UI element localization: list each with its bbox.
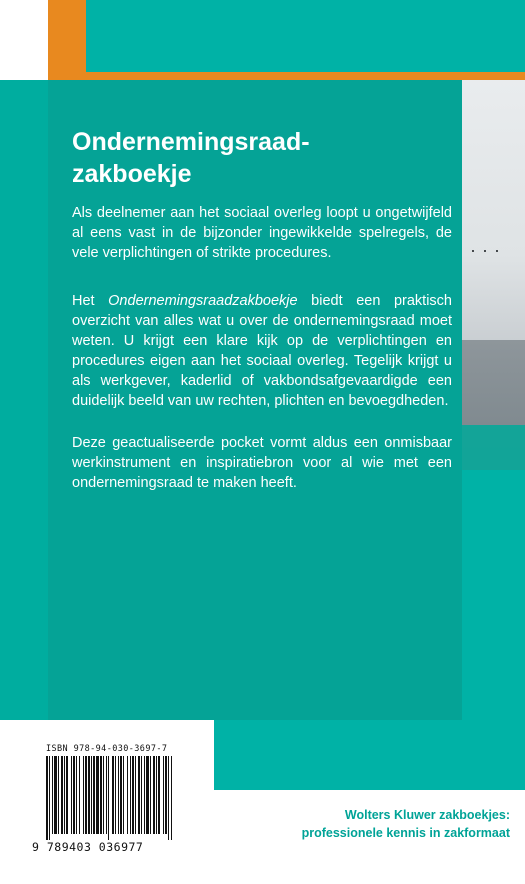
barcode-area [32,744,182,864]
barcode-bar [115,756,116,834]
barcode-bar [141,756,142,834]
blurb-paragraph-3: Deze geactualiseerde pocket vormt aldus een onmisbaar werkinstrument en inspiratiebron voor al wie met een ondernemingsraad te maken heeft. [72,435,452,491]
barcode-bar [120,756,122,834]
barcode-bar [49,756,50,840]
barcode-bar [108,756,109,840]
barcode-bar [61,756,63,834]
title-line-1: Ondernemingsraad- [72,128,310,156]
orange-divider-line [86,72,525,80]
paragraph-2-prefix: Het [72,293,109,309]
blurb-paragraph-1: Als deelnemer aan het sociaal overleg loopt u ongetwijfeld al eens vast in de bijzonder ingewikkelde spelregels, de vele verplichtingen of strikte procedures. [72,205,452,261]
barcode-bar [52,756,53,834]
barcode-bar [79,756,80,834]
paragraph-2-book-name: Ondernemingsraadzakboekje [108,293,298,309]
barcode-bar [73,756,75,834]
tagline-line-1: Wolters Kluwer zakboekjes: [344,808,510,822]
left-teal-strip [0,80,48,720]
barcode-bar [54,756,57,834]
barcode-bar [58,756,59,834]
book-title [72,126,452,190]
barcode-bar [76,756,77,834]
barcode-bar [106,756,107,834]
barcode-bar [168,756,169,840]
barcode-bar [100,756,102,834]
barcode-bar [158,756,160,834]
barcode [46,756,172,840]
barcode-bar [130,756,131,834]
barcode-bar [118,756,119,834]
barcode-bar [156,756,157,834]
barcode-bar [91,756,92,834]
right-teal-strip [462,470,525,720]
barcode-bar [132,756,134,834]
barcode-bar [138,756,140,834]
top-teal-band [86,0,525,72]
barcode-bar [150,756,151,834]
paragraph-2-rest: biedt een praktisch overzicht van alles wat u over de ondernemingsraad moet weten. U krijgt een klare kijk op de verplichtingen en procedures eigen aan het sociaal overleg. Tegelijk krijgt u als werkgever, kaderlid of vakbondsafgevaardigde een duidelijk beeld van uw rechten, plichten en bevoegdheden. [72,293,452,409]
barcode-bar [127,756,128,834]
barcode-bar [153,756,155,834]
tagline-line-2: professionele kennis in zakformaat [301,826,510,840]
barcode-bar [123,756,124,834]
barcode-bar [112,756,114,834]
barcode-bar [88,756,90,834]
barcode-number: 9 789403 036977 [32,840,144,854]
barcode-bar [71,756,72,834]
barcode-bar [66,756,68,834]
top-orange-block [48,0,86,80]
barcode-bar [83,756,84,834]
barcode-bar [165,756,167,834]
blurb-paragraph-2 [72,291,452,411]
barcode-bar [146,756,149,834]
photo-floor [462,425,525,470]
barcode-bar [135,756,136,834]
title-line-2: zakboekje [72,160,192,188]
bottom-teal-band [214,720,525,790]
barcode-bar [103,756,104,834]
publisher-tagline [240,806,510,842]
barcode-bar [96,756,99,834]
barcode-bar [171,756,172,840]
barcode-bar [144,756,145,834]
barcode-bar [46,756,48,840]
top-white-block [0,0,48,80]
cover-photo [462,80,525,470]
photo-dots: ··· [470,240,506,260]
barcode-bar [64,756,65,834]
barcode-bar [163,756,164,834]
isbn-label: ISBN 978-94-030-3697-7 [46,744,168,754]
barcode-bar [85,756,87,834]
barcode-bar [93,756,95,834]
